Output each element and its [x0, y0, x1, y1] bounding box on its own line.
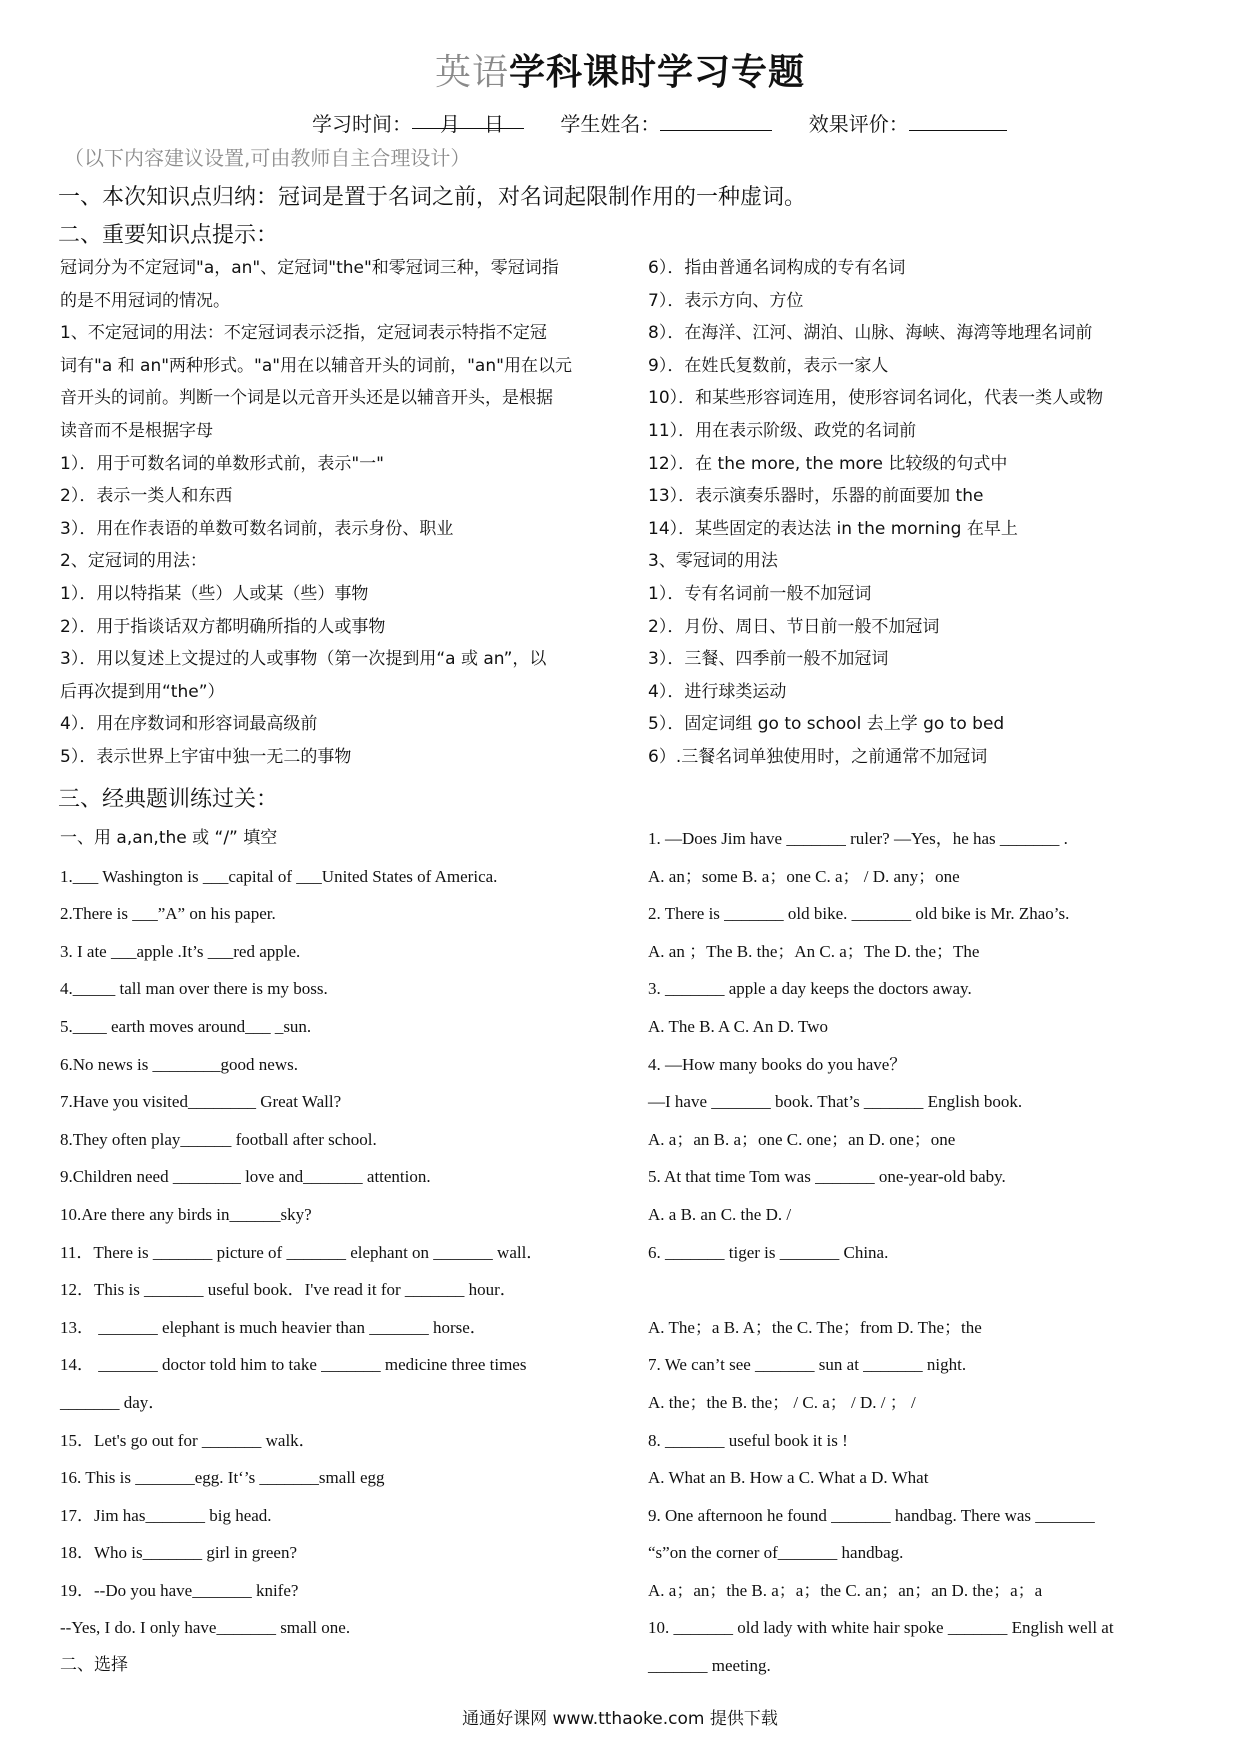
knowledge-line: 13）．表示演奏乐器时，乐器的前面要加 the	[648, 486, 984, 507]
knowledge-right-column	[648, 252, 1188, 774]
knowledge-line: 5）．表示世界上宇宙中独一无二的事物	[60, 746, 352, 767]
knowledge-line: 2）．表示一类人和东西	[60, 486, 233, 507]
knowledge-line: 2）．用于指谈话双方都明确所指的人或事物	[60, 616, 386, 637]
exercise-line: A. an ；The B. the；An C. a；The D. the；The	[648, 941, 980, 961]
exercise-line: 8.They often play______ football after school.	[60, 1129, 377, 1149]
section-1-heading: 一、本次知识点归纳：冠词是置于名词之前，对名词起限制作用的一种虚词。	[58, 185, 807, 210]
exercise-line: 1. —Does Jim have _______ ruler? —Yes，he has _______ .	[648, 829, 1068, 848]
knowledge-line: 1）．用以特指某（些）人或某（些）事物	[60, 583, 369, 604]
knowledge-line: 词有"a 和 an"两种形式。"a"用在以辅音开头的词前，"an"用在以元	[60, 355, 572, 376]
title-rest: 学科课时学习专题	[509, 52, 806, 93]
exercise-line: 7.Have you visited________ Great Wall?	[60, 1092, 342, 1112]
knowledge-line: 4）．用在序数词和形容词最高级前	[60, 714, 318, 735]
exercise-left-column	[60, 820, 640, 1685]
exercise-line: 9.Children need ________ love and_______ attention.	[60, 1167, 431, 1187]
knowledge-line: 11）．用在表示阶级、政党的名词前	[648, 420, 917, 441]
knowledge-line: 5）．固定词组 go to school 去上学 go to bed	[648, 714, 1005, 735]
knowledge-line: 2、定冠词的用法：	[60, 551, 207, 572]
knowledge-line: 1）．用于可数名词的单数形式前，表示"一"	[60, 453, 384, 474]
month-label: 月	[440, 112, 460, 136]
exercise-line: 12．This is _______ useful book．I've read it for _______ hour．	[60, 1280, 517, 1300]
knowledge-line: 1）．专有名词前一般不加冠词	[648, 583, 872, 604]
knowledge-line: 6）．指由普通名词构成的专有名词	[648, 258, 906, 278]
title-subject: 英语	[434, 52, 509, 93]
exercise-line: 1.___ Washington is ___capital of ___United States of America.	[60, 866, 498, 886]
knowledge-line: 1、不定冠词的用法：不定冠词表示泛指，定冠词表示特指不定冠	[60, 323, 547, 344]
exercise-line	[648, 1271, 1208, 1309]
knowledge-line: 14）．某些固定的表达法 in the morning 在早上	[648, 518, 1018, 539]
exercise-line: 4. —How many books do you have？	[648, 1054, 907, 1074]
exercise-line: _______ day．	[60, 1392, 166, 1412]
knowledge-line: 冠词分为不定冠词"a，an"、定冠词"the"和零冠词三种，零冠词指	[60, 258, 559, 278]
exercise-line: 6. _______ tiger is _______ China.	[648, 1242, 889, 1262]
exercise-line: A. the；the B. the； / C. a； / D. / ； /	[648, 1392, 916, 1412]
exercise-line: 二、选择	[60, 1655, 128, 1676]
knowledge-line: 3）．用在作表语的单数可数名词前，表示身份、职业	[60, 518, 454, 539]
exercise-line: 14． _______ doctor told him to take _______ medicine three times	[60, 1355, 527, 1375]
knowledge-left-column	[60, 252, 620, 774]
exercise-line: 15．Let's go out for _______ walk．	[60, 1430, 316, 1450]
exercise-line: —I have _______ book. That’s _______ English book.	[648, 1092, 1023, 1112]
exercise-line: 3. _______ apple a day keeps the doctors away.	[648, 979, 972, 999]
exercise-line: A. The；a B. A；the C. The；from D. The；the	[648, 1317, 982, 1337]
exercise-line: A. What an B. How a C. What a D. What	[648, 1468, 929, 1488]
exercise-line: A. an；some B. a；one C. a； / D. any；one	[648, 866, 960, 886]
exercise-line: 2. There is _______ old bike. _______ old bike is Mr. Zhao’s.	[648, 904, 1070, 924]
knowledge-line: 3、零冠词的用法	[648, 551, 778, 572]
page-footer: 通通好课网 www.tthaoke.com 提供下载	[462, 1709, 778, 1729]
knowledge-line: 3）．用以复述上文提过的人或事物（第一次提到用“a 或 an”，以	[60, 649, 547, 670]
exercise-line: 4._____ tall man over there is my boss.	[60, 979, 328, 999]
knowledge-line: 4）．进行球类运动	[648, 681, 787, 702]
knowledge-line: 2）．月份、周日、节日前一般不加冠词	[648, 616, 940, 637]
exercise-line: 10. _______ old lady with white hair spoke _______ English well at	[648, 1618, 1114, 1638]
knowledge-line: 读音而不是根据字母	[60, 420, 213, 441]
eval-field[interactable]	[909, 110, 1007, 131]
exercise-line: 5. At that time Tom was _______ one-year-old baby.	[648, 1167, 1006, 1187]
exercise-line: _______ meeting.	[648, 1656, 771, 1676]
knowledge-line: 的是不用冠词的情况。	[60, 290, 230, 311]
page-title	[0, 44, 1240, 95]
exercise-right-column	[648, 820, 1208, 1685]
exercise-line: 一、用 a,an,the 或 “/” 填空	[60, 828, 278, 848]
teacher-note: （以下内容建议设置,可由教师自主合理设计）	[64, 146, 471, 170]
exercise-line: 6.No news is ________good news.	[60, 1054, 298, 1074]
student-info-line	[312, 108, 1007, 137]
section-2-heading: 二、重要知识点提示：	[58, 223, 279, 248]
knowledge-line: 8）．在海洋、江河、湖泊、山脉、海峡、海湾等地理名词前	[648, 323, 1093, 344]
knowledge-line: 音开头的词前。判断一个词是以元音开头还是以辅音开头，是根据	[60, 388, 553, 409]
knowledge-line: 7）．表示方向、方位	[648, 290, 804, 311]
knowledge-line: 10）．和某些形容词连用，使形容词名词化，代表一类人或物	[648, 388, 1104, 409]
section-3-heading: 三、经典题训练过关：	[58, 787, 279, 812]
exercise-line: A. The B. A C. An D. Two	[648, 1016, 829, 1036]
exercise-line: 11．There is _______ picture of _______ elephant on _______ wall．	[60, 1242, 544, 1262]
knowledge-line: 12）．在 the more, the more 比较级的句式中	[648, 453, 1008, 474]
exercise-line: A. a；an；the B. a；a；the C. an；an；an D. the；a；a	[648, 1580, 1043, 1600]
knowledge-line: 9）．在姓氏复数前，表示一家人	[648, 355, 889, 376]
exercise-line: “s”on the corner of_______ handbag.	[648, 1543, 904, 1563]
exercise-line: A. a B. an C. the D. /	[648, 1204, 792, 1224]
eval-label: 效果评价：	[808, 112, 909, 136]
exercise-line: 13． _______ elephant is much heavier than _______ horse．	[60, 1317, 487, 1337]
name-label: 学生姓名：	[560, 112, 661, 136]
exercise-line: 19．--Do you have_______ knife?	[60, 1580, 299, 1600]
exercise-line: 5.____ earth moves around___ _sun.	[60, 1016, 312, 1036]
exercise-line: 9. One afternoon he found _______ handbag. There was _______	[648, 1505, 1095, 1525]
exercise-line: 16. This is _______egg. It‘’s _______small egg	[60, 1468, 385, 1488]
time-label: 学习时间：	[312, 112, 412, 136]
knowledge-line: 3）．三餐、四季前一般不加冠词	[648, 649, 889, 670]
exercise-line: 7. We can’t see _______ sun at _______ night.	[648, 1355, 967, 1375]
knowledge-line: 后再次提到用“the”）	[60, 681, 225, 702]
exercise-line: 10.Are there any birds in______sky?	[60, 1204, 312, 1224]
date-field[interactable]	[412, 108, 524, 136]
exercise-line: 2.There is ___”A” on his paper.	[60, 904, 276, 924]
exercise-line: A. a；an B. a；one C. one；an D. one；one	[648, 1129, 956, 1149]
exercise-line: 3. I ate ___apple .It’s ___red apple.	[60, 941, 301, 961]
exercise-line: --Yes, I do. I only have_______ small one.	[60, 1618, 351, 1638]
name-field[interactable]	[660, 110, 772, 131]
day-label: 日	[484, 112, 504, 136]
exercise-line: 17．Jim has_______ big head.	[60, 1505, 272, 1525]
knowledge-line: 6）.三餐名词单独使用时，之前通常不加冠词	[648, 746, 988, 767]
exercise-line: 8. _______ useful book it is !	[648, 1430, 848, 1450]
exercise-line: 18．Who is_______ girl in green?	[60, 1543, 298, 1563]
